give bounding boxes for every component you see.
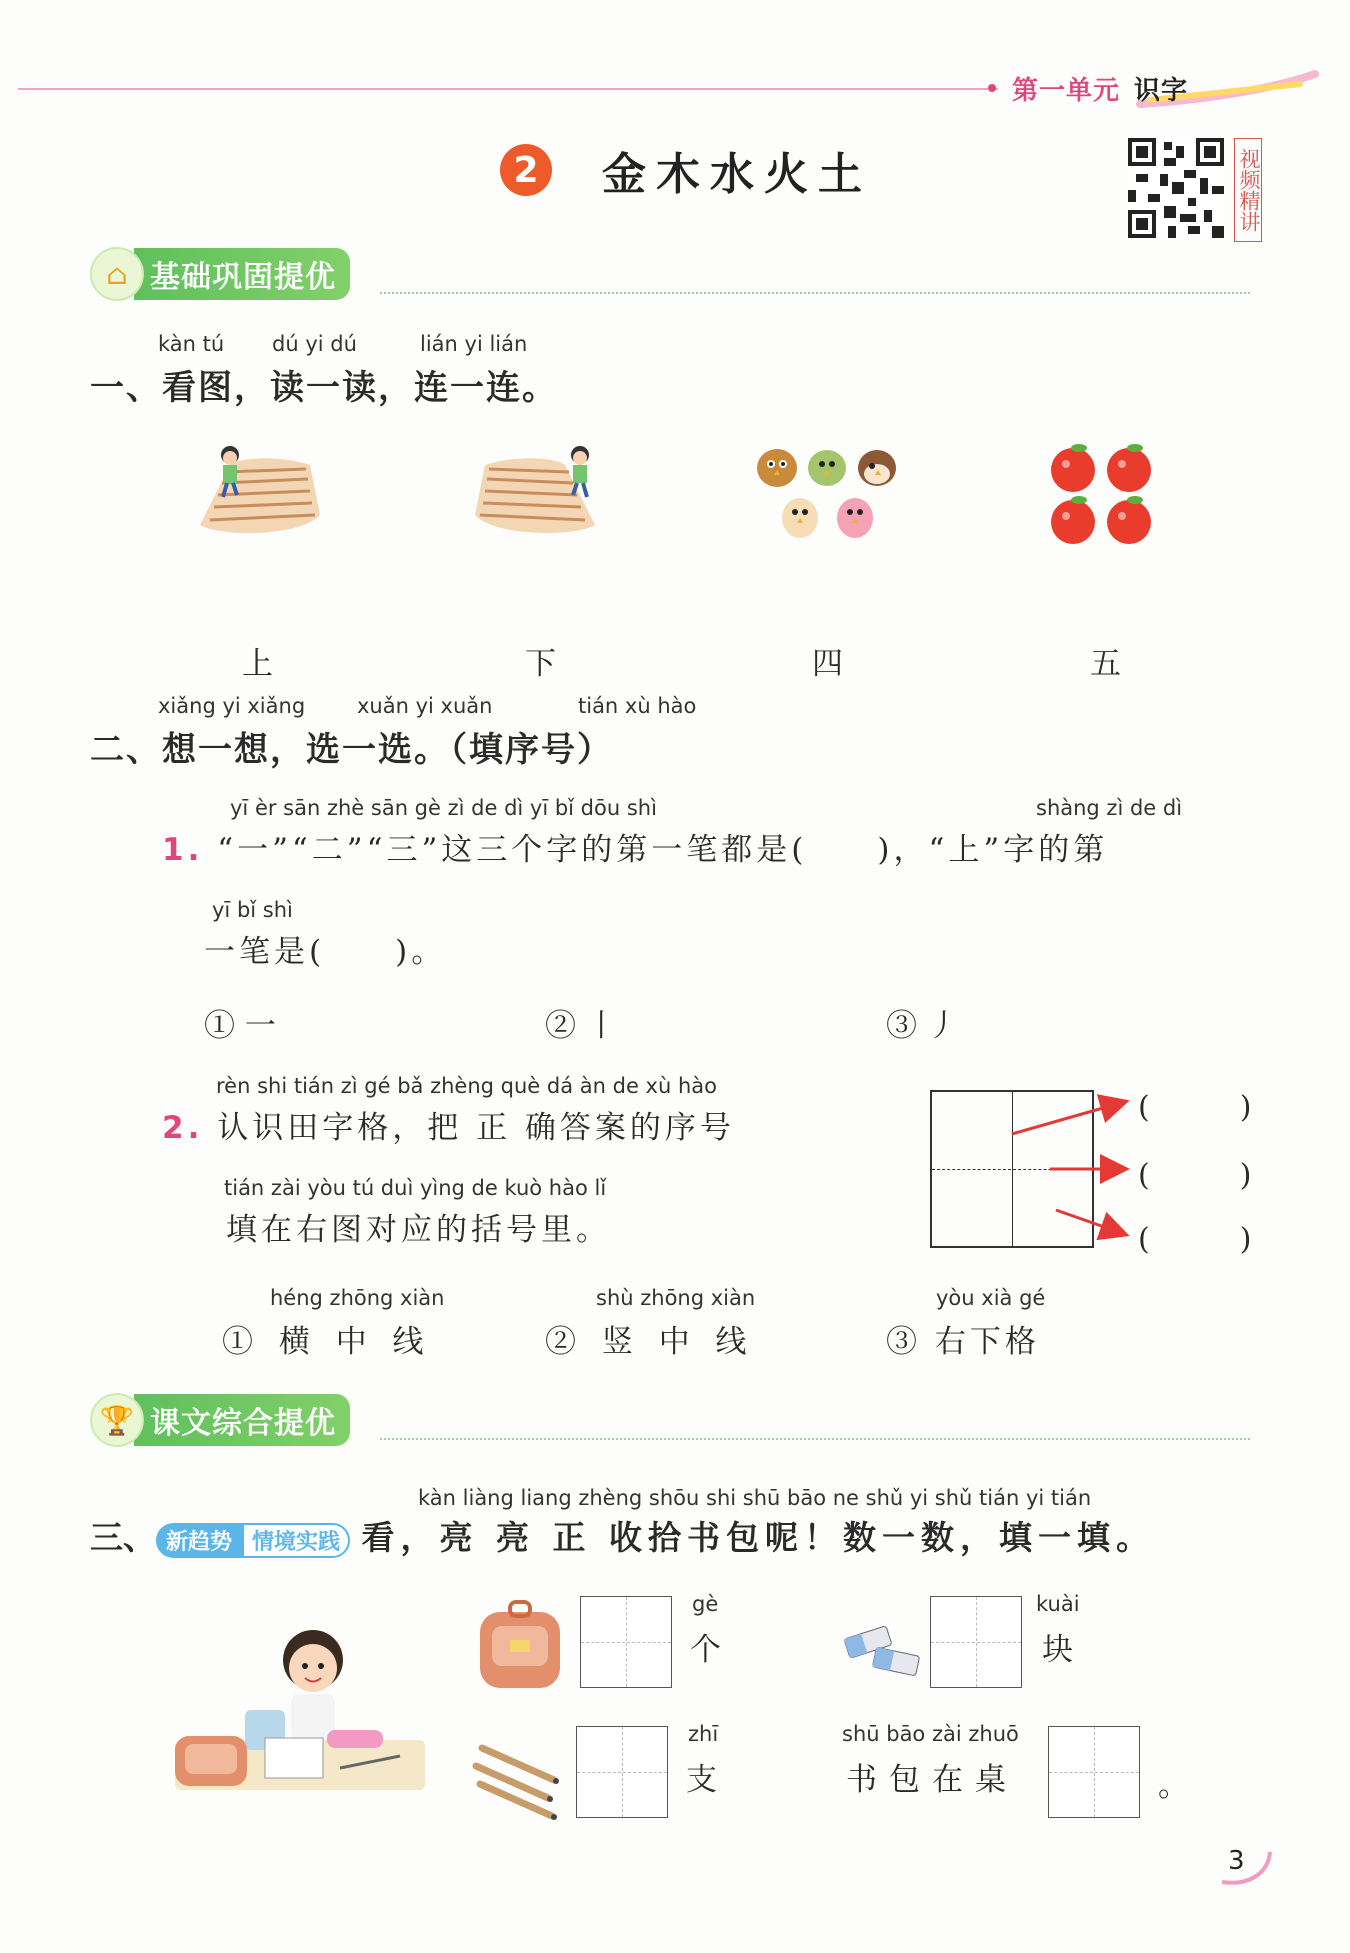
answer-box-eraser[interactable]	[930, 1596, 1022, 1688]
q2-s2-text2: 填在右图对应的括号里。	[226, 1212, 611, 1248]
qr-label: 视频精讲	[1234, 138, 1262, 242]
q2-s1-option-2[interactable]: ② 丨	[545, 1008, 617, 1044]
q2-s2-pinyin-a: rèn shi tián zì gé bǎ zhèng què dá àn de xù hào	[216, 1074, 717, 1098]
q1-pinyin-1: kàn tú	[158, 332, 225, 356]
q2-s2-number: 2.	[162, 1110, 204, 1146]
q2-s1-text2: 一笔是( )。	[204, 934, 447, 970]
house-icon: ⌂	[90, 247, 144, 301]
section-banner-integrated	[90, 1396, 350, 1444]
q2-s1-line1	[162, 824, 1108, 869]
section-title-integrated: 课文综合提优	[134, 1394, 350, 1446]
trophy-icon: 🏆	[90, 1393, 144, 1447]
unit-title	[1012, 70, 1188, 107]
unit-ge: 个	[690, 1632, 721, 1668]
q2-s1-option-3[interactable]: ③ 丿	[886, 1008, 958, 1044]
header-rule	[18, 88, 998, 90]
q2-heading: 二、想一想，选一选。（填序号）	[90, 730, 613, 770]
new-trend-tag	[156, 1523, 350, 1558]
q3-heading	[90, 1512, 1155, 1559]
answer-box-position[interactable]	[1048, 1726, 1140, 1818]
unit-kuai: 块	[1042, 1632, 1073, 1668]
q2-s2-text1: 认识田字格，把 正 确答案的序号	[217, 1110, 735, 1146]
stairs-up-illustration	[190, 445, 325, 540]
unit-pinyin-kuai: kuài	[1036, 1592, 1080, 1616]
q2-s1-option-1[interactable]: ① 一	[204, 1008, 276, 1044]
q1-pinyin-2: dú yi dú	[272, 332, 357, 356]
q1-char-xia: 下	[525, 646, 556, 682]
lesson-title-text: 金木水火土	[602, 149, 872, 200]
q2-s1-pinyin-c: yī bǐ shì	[212, 898, 293, 922]
q2-s2-option-3[interactable]: ③ 右下格	[886, 1324, 1040, 1360]
q2-s2-line1	[162, 1102, 735, 1147]
q2-pinyin-3: tián xù hào	[578, 694, 697, 718]
q3-last-text: 书包在桌	[846, 1762, 1018, 1798]
lesson-number: 2	[500, 144, 552, 196]
q2-s1-pinyin-a: yī èr sān zhè sān gè zì de dì yī bǐ dōu shì	[230, 796, 657, 820]
q1-char-si: 四	[812, 646, 843, 682]
q2-pinyin-1: xiǎng yi xiǎng	[158, 694, 306, 718]
boy-packing-illustration	[175, 1620, 425, 1795]
q3-pinyin: kàn liàng liang zhèng shōu shi shū bāo ne shǔ yi shǔ tián yi tián	[418, 1486, 1092, 1510]
q1-char-wu: 五	[1090, 646, 1121, 682]
q3-last-pinyin: shū bāo zài zhuō	[842, 1722, 1019, 1746]
lesson-title	[500, 138, 872, 202]
new-trend-tag-b: 情境实践	[242, 1523, 350, 1558]
new-trend-tag-a: 新趋势	[156, 1523, 242, 1558]
answer-arrows	[1000, 1090, 1140, 1250]
pencil-icon	[470, 1730, 570, 1820]
q3-text: 看，亮 亮 正 收拾书包呢！数一数，填一填。	[361, 1518, 1155, 1557]
four-apples-illustration	[1046, 438, 1156, 550]
qr-code[interactable]	[1128, 138, 1224, 238]
q2-s2-opt1-pinyin: héng zhōng xiàn	[270, 1286, 445, 1310]
page-number: 3	[1228, 1846, 1245, 1876]
section-divider	[380, 292, 1250, 294]
answer-paren-1[interactable]: ( )	[1138, 1090, 1252, 1125]
answer-box-backpack[interactable]	[580, 1596, 672, 1688]
q2-pinyin-2: xuǎn yi xuǎn	[357, 694, 493, 718]
unit-zhi: 支	[686, 1762, 717, 1798]
answer-box-pencil[interactable]	[576, 1726, 668, 1818]
q3-last-end: 。	[1158, 1768, 1189, 1804]
topic-label: 识字	[1134, 76, 1189, 106]
q2-s2-pinyin-b: tián zài yòu tú duì yìng de kuò hào lǐ	[224, 1176, 607, 1200]
q1-pinyin-3: lián yi lián	[420, 332, 528, 356]
unit-label: 第一单元	[1012, 76, 1121, 106]
q1-char-shang: 上	[242, 646, 273, 682]
q3-prefix: 三、	[90, 1518, 156, 1557]
q2-s1-text1: “一”“二”“三”这三个字的第一笔都是( )，“上”字的第	[217, 832, 1109, 868]
stairs-down-illustration	[470, 445, 605, 540]
section-divider-2	[380, 1438, 1250, 1440]
section-title-basic: 基础巩固提优	[134, 248, 350, 300]
unit-pinyin-ge: gè	[692, 1592, 719, 1616]
q2-s2-opt2-pinyin: shù zhōng xiàn	[596, 1286, 756, 1310]
section-banner-basic	[90, 250, 350, 298]
q2-s2-opt3-pinyin: yòu xià gé	[936, 1286, 1046, 1310]
page-number-swoosh	[1218, 1838, 1278, 1888]
unit-pinyin-zhi: zhī	[688, 1722, 719, 1746]
q2-s1-number: 1.	[162, 832, 204, 868]
eraser-icon	[838, 1622, 924, 1682]
q2-s2-option-1[interactable]: ① 横 中 线	[222, 1324, 432, 1360]
answer-paren-3[interactable]: ( )	[1138, 1222, 1252, 1257]
q1-heading: 一、看图，读一读，连一连。	[90, 368, 558, 408]
four-birds-illustration	[752, 440, 902, 545]
backpack-icon	[470, 1600, 570, 1695]
answer-paren-2[interactable]: ( )	[1138, 1158, 1252, 1193]
q2-s2-option-2[interactable]: ② 竖 中 线	[545, 1324, 755, 1360]
q2-s1-pinyin-b: shàng zì de dì	[1036, 796, 1183, 820]
